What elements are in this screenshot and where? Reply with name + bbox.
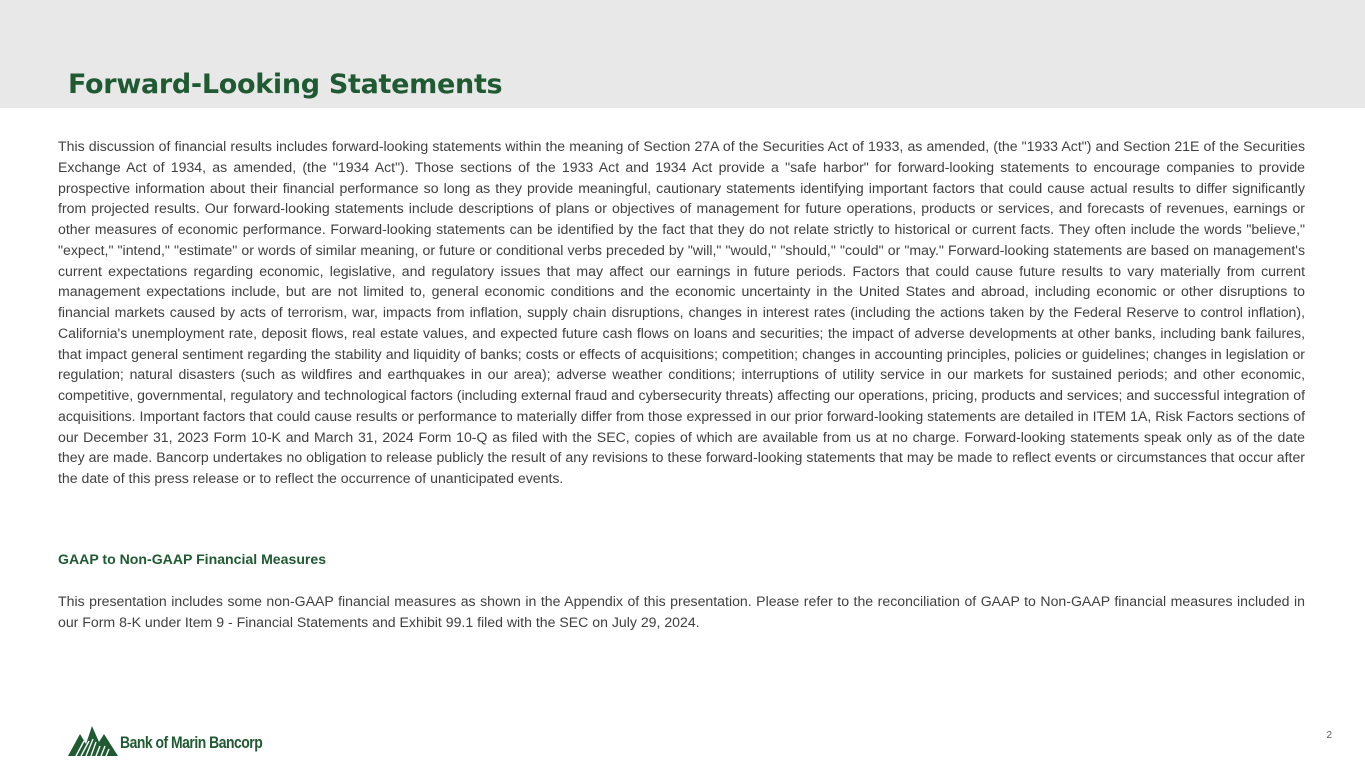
page-number: 2 <box>1326 730 1332 741</box>
non-gaap-paragraph: This presentation includes some non-GAAP financial measures as shown in the Appendix of this presentation. Please refer to the reconciliation of GAAP to Non-GAAP financial measures included in our Form 8-K under Item 9 - Financial Statements and Exhibit 99.1 filed with the SEC on July 29, 2024. <box>58 593 1305 630</box>
non-gaap-heading: GAAP to Non-GAAP Financial Measures <box>58 551 327 567</box>
slide-title: Forward-Looking Statements <box>68 69 503 100</box>
forward-looking-paragraph: This discussion of financial results includes forward-looking statements within the meaning of Section 27A of the Securities Act of 1933, as amended, (the "1933 Act") and Section 21E of the Securities Exchange Act of 1934, as amended, (the "1934 Act"). Those sections of the 1933 Act and 1934 Act provide a "safe harbor" for forward-looking statements to encourage companies to provide prospective information about their financial performance so long as they provide meaningful, cautionary statements identifying important factors that could cause actual results to differ significantly from projected results. Our forward-looking statements include descriptions of plans or objectives of management for future operations, products or services, and forecasts of revenues, earnings or other measures of economic performance. Forward-looking statements can be identified by the fact that they do not relate strictly to historical or current facts. They often include the words "believe," "expect," "intend," "estimate" or words of similar meaning, or future or conditional verbs preceded by "will," "would," "should," "could" or "may." Forward-looking statements are based on management's current expectations regarding economic, legislative, and regulatory issues that may affect our earnings in future periods. Factors that could cause future results to vary materially from current management expectations include, but are not limited to, general economic conditions and the economic uncertainty in the United States and abroad, including economic or other disruptions to financial markets caused by acts of terrorism, war, impacts from inflation, supply chain disruptions, changes in interest rates (including the actions taken by the Federal Reserve to control inflation), California's unemployment rate, deposit flows, real estate values, and expected future cash flows on loans and securities; the impact of adverse developments at other banks, including bank failures, that impact general sentiment regarding the stability and liquidity of banks; costs or effects of acquisitions; competition; changes in accounting principles, policies or guidelines; changes in legislation or regulation; natural disasters (such as wildfires and earthquakes in our area); adverse weather conditions; interruptions of utility service in our markets for sustained periods; and other economic, competitive, governmental, regulatory and technological factors (including external fraud and cybersecurity threats) affecting our operations, pricing, products and services; and successful integration of acquisitions. Important factors that could cause results or performance to materially differ from those expressed in our prior forward-looking statements are detailed in ITEM 1A, Risk Factors sections of our December 31, 2023 Form 10-K and March 31, 2024 Form 10-Q as filed with the SEC, copies of which are available from us at no charge. Forward-looking statements speak only as of the date they are made. Bancorp undertakes no obligation to release publicly the result of any revisions to these forward-looking statements that may be made to reflect events or circumstances that occur after the date of this press release or to reflect the occurrence of unanticipated events. <box>58 138 1305 486</box>
logo-text: Bank of Marin Bancorp <box>120 733 263 752</box>
mountain-trees-icon <box>66 720 120 758</box>
company-logo <box>66 720 306 758</box>
